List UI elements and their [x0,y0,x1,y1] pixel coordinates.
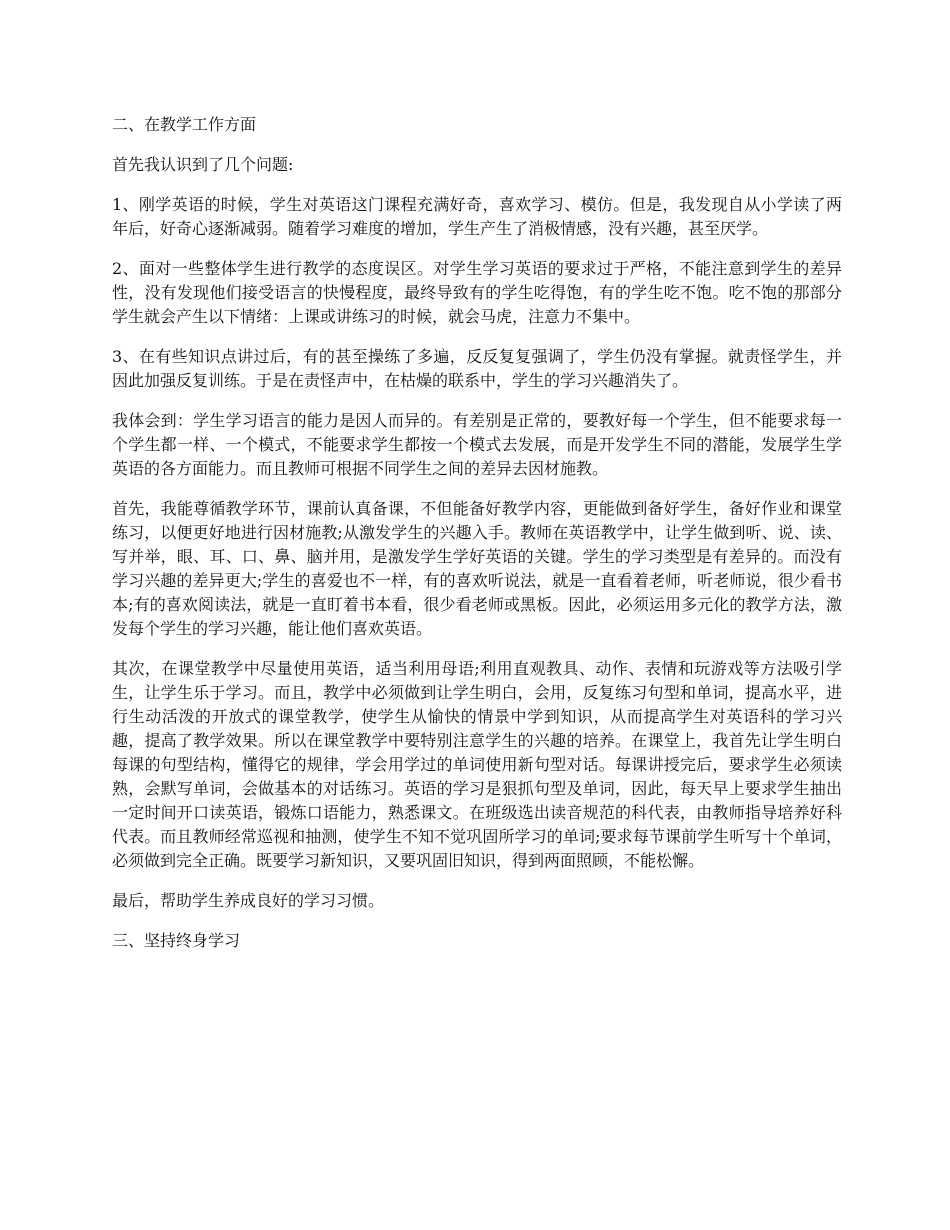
paragraph: 其次，在课堂教学中尽量使用英语，适当利用母语;利用直观教具、动作、表情和玩游戏等方法吸引学生，让学生乐于学习。而且，教学中必须做到让学生明白，会用，反复练习句型和单词，提高水平，进行生动活泼的开放式的课堂教学，使学生从愉快的情景中学到知识，从而提高学生对英语科的学习兴趣，提高了教学效果。所以在课堂教学中要特别注意学生的兴趣的培养。在课堂上，我首先让学生明白每课的句型结构，懂得它的规律，学会用学过的单词使用新句型对话。每课讲授完后，要求学生必须读熟，会默写单词，会做基本的对话练习。英语的学习是狠抓句型及单词，因此，每天早上要求学生抽出一定时间开口读英语，锻炼口语能力，熟悉课文。在班级选出读音规范的科代表，由教师指导培养好科代表。而且教师经常巡视和抽测，使学生不知不觉巩固所学习的单词;要求每节课前学生听写十个单词，必须做到完全正确。既要学习新知识，又要巩固旧知识，得到两面照顾，不能松懈。 [112,659,842,870]
paragraph: 2、面对一些整体学生进行教学的态度误区。对学生学习英语的要求过于严格，不能注意到学生的差异性，没有发现他们接受语言的快慢程度，最终导致有的学生吃得饱，有的学生吃不饱。吃不饱的那部分学生就会产生以下情绪：上课或讲练习的时候，就会马虎，注意力不集中。 [112,259,842,326]
paragraph: 3、在有些知识点讲过后，有的甚至操练了多遍，反反复复强调了，学生仍没有掌握。就责怪学生，并因此加强反复训练。于是在责怪声中，在枯燥的联系中，学生的学习兴趣消失了。 [112,347,842,390]
paragraph: 1、刚学英语的时候，学生对英语这门课程充满好奇，喜欢学习、模仿。但是，我发现自从小学读了两年后，好奇心逐渐减弱。随着学习难度的增加，学生产生了消极情感，没有兴趣，甚至厌学。 [112,195,842,238]
document-body [112,113,842,969]
paragraph: 首先，我能尊循教学环节，课前认真备课，不但能备好教学内容，更能做到备好学生，备好作业和课堂练习，以便更好地进行因材施教;从激发学生的兴趣入手。教师在英语教学中，让学生做到听、说、读、写并举，眼、耳、口、鼻、脑并用，是激发学生学好英语的关键。学生的学习类型是有差异的。而没有学习兴趣的差异更大;学生的喜爱也不一样，有的喜欢听说法，就是一直看着老师，听老师说，很少看书本;有的喜欢阅读法，就是一直盯着书本看，很少看老师或黑板。因此，必须运用多元化的教学方法，激发每个学生的学习兴趣，能让他们喜欢英语。 [112,499,842,638]
section-heading: 三、坚持终身学习 [112,931,241,950]
section-heading: 二、在教学工作方面 [112,115,257,134]
paragraph: 最后，帮助学生养成良好的学习习惯。 [112,891,385,910]
paragraph: 首先我认识到了几个问题: [112,155,294,174]
paragraph: 我体会到：学生学习语言的能力是因人而异的。有差别是正常的，要教好每一个学生，但不能要求每一个学生都一样、一个模式，不能要求学生都按一个模式去发展，而是开发学生不同的潜能，发展学生学英语的各方面能力。而且教师可根据不同学生之间的差异去因材施教。 [112,411,842,478]
